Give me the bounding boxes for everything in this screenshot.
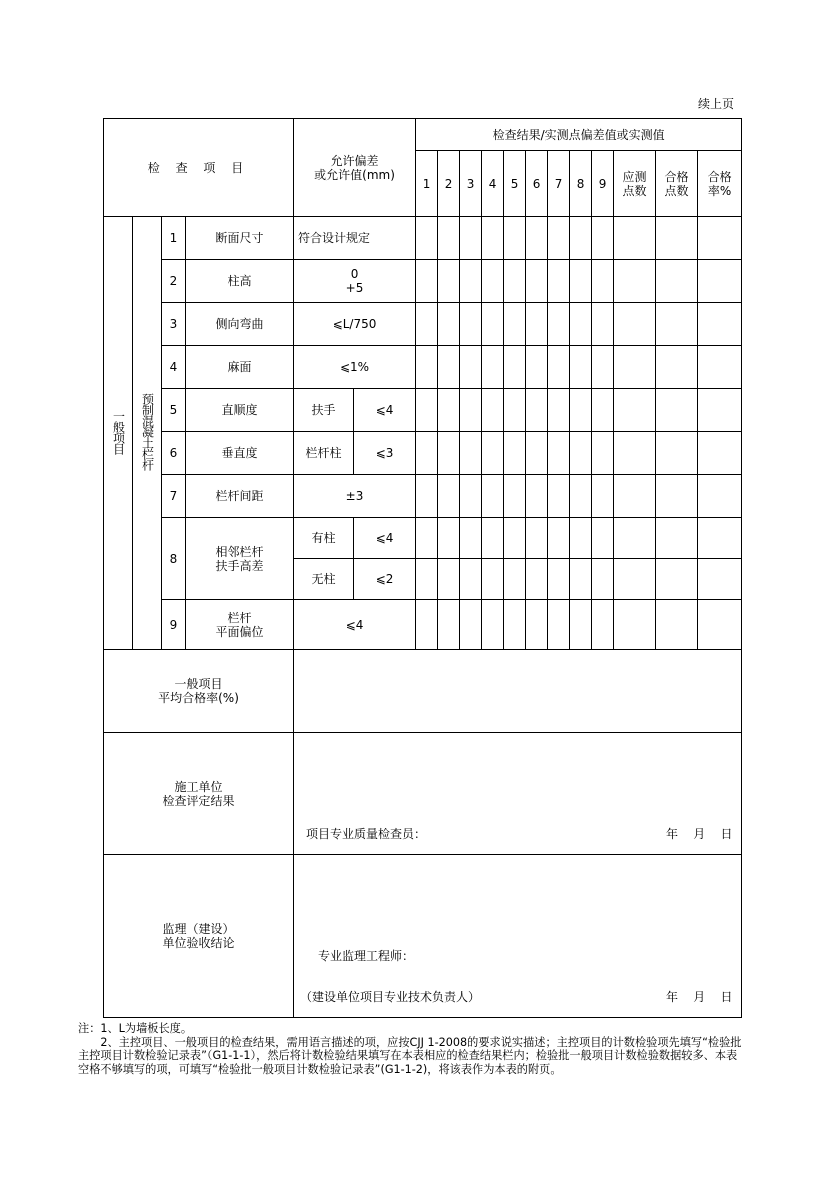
- rate-cell[interactable]: [698, 600, 742, 650]
- result-cell[interactable]: [548, 217, 570, 260]
- should-cell[interactable]: [614, 217, 656, 260]
- item-tolerance: ⩽4: [294, 600, 416, 650]
- pass-cell[interactable]: [656, 432, 698, 475]
- pass-cell[interactable]: [656, 260, 698, 303]
- result-cell[interactable]: [460, 217, 482, 260]
- result-cell[interactable]: [548, 475, 570, 518]
- result-cell[interactable]: [592, 346, 614, 389]
- result-cell[interactable]: [416, 260, 438, 303]
- result-cell[interactable]: [438, 600, 460, 650]
- pass-points-header: 合格 点数: [656, 151, 698, 217]
- rate-cell[interactable]: [698, 475, 742, 518]
- result-cell[interactable]: [438, 303, 460, 346]
- note-1: 注：1、L为墙板长度。: [78, 1022, 193, 1035]
- item-tolerance: ⩽4: [354, 518, 416, 559]
- result-cell[interactable]: [592, 432, 614, 475]
- result-cell[interactable]: [548, 518, 570, 559]
- result-cell[interactable]: [570, 432, 592, 475]
- item-no: 9: [162, 600, 186, 650]
- result-cell[interactable]: [526, 346, 548, 389]
- point-header: 4: [482, 151, 504, 217]
- item-name: 断面尺寸: [186, 217, 294, 260]
- result-cell[interactable]: [416, 559, 438, 600]
- item-tolerance: 0 +5: [294, 260, 416, 303]
- construction-result[interactable]: [294, 733, 742, 855]
- should-cell[interactable]: [614, 346, 656, 389]
- item-no: 3: [162, 303, 186, 346]
- result-cell[interactable]: [526, 600, 548, 650]
- item-tolerance: ⩽4: [354, 389, 416, 432]
- pass-cell[interactable]: [656, 518, 698, 559]
- result-cell[interactable]: [438, 559, 460, 600]
- supervision-result[interactable]: [294, 855, 742, 1018]
- supervision-label: 监理（建设） 单位验收结论: [104, 855, 294, 1018]
- subgroup-label: 预制混凝土栏杆: [140, 393, 155, 470]
- supervision-date: 年 月 日: [666, 990, 733, 1004]
- item-tolerance: ⩽L/750: [294, 303, 416, 346]
- item-tolerance: ⩽1%: [294, 346, 416, 389]
- result-cell[interactable]: [504, 475, 526, 518]
- result-cell[interactable]: [526, 389, 548, 432]
- item-sub: 扶手: [294, 389, 354, 432]
- rate-cell[interactable]: [698, 217, 742, 260]
- result-cell[interactable]: [460, 303, 482, 346]
- rate-cell[interactable]: [698, 260, 742, 303]
- result-cell[interactable]: [460, 260, 482, 303]
- item-no: 2: [162, 260, 186, 303]
- item-name: 栏杆间距: [186, 475, 294, 518]
- result-cell[interactable]: [504, 389, 526, 432]
- should-cell[interactable]: [614, 559, 656, 600]
- inspector-label: 项目专业质量检查员：: [306, 827, 427, 841]
- item-no: 1: [162, 217, 186, 260]
- result-cell[interactable]: [570, 303, 592, 346]
- subgroup-cell: [133, 217, 162, 650]
- result-cell[interactable]: [460, 432, 482, 475]
- results-header: 检查结果/实测点偏差值或实测值: [416, 119, 742, 151]
- result-cell[interactable]: [548, 600, 570, 650]
- result-cell[interactable]: [482, 475, 504, 518]
- should-cell[interactable]: [614, 518, 656, 559]
- rate-cell[interactable]: [698, 389, 742, 432]
- result-cell[interactable]: [482, 217, 504, 260]
- result-cell[interactable]: [482, 559, 504, 600]
- result-cell[interactable]: [548, 303, 570, 346]
- result-cell[interactable]: [416, 432, 438, 475]
- item-no: 4: [162, 346, 186, 389]
- inspection-table: [103, 118, 742, 1018]
- point-header: 8: [570, 151, 592, 217]
- item-name: 柱高: [186, 260, 294, 303]
- rate-cell[interactable]: [698, 518, 742, 559]
- result-cell[interactable]: [592, 260, 614, 303]
- result-cell[interactable]: [570, 518, 592, 559]
- rate-header: 合格 率%: [698, 151, 742, 217]
- result-cell[interactable]: [416, 303, 438, 346]
- pass-cell[interactable]: [656, 475, 698, 518]
- result-cell[interactable]: [460, 559, 482, 600]
- result-cell[interactable]: [526, 260, 548, 303]
- note-2: 2、主控项目、一般项目的检查结果，需用语言描述的项，应按CJJ 1-2008的要求说实描述；主控项目的计数检验项先填写“检验批主控项目计数检验记录表”（G1-1-1），然后将计数检验结果填写在本表相应的检查结果栏内；检验批一般项目计数检验数据较多、本表空格不够填写的项，可填写“检验批一般项目计数检验记录表”(G1-1-2)，将该表作为本表的附页。: [78, 1035, 742, 1076]
- result-cell[interactable]: [416, 346, 438, 389]
- item-sub: 无柱: [294, 559, 354, 600]
- point-header: 6: [526, 151, 548, 217]
- result-cell[interactable]: [482, 600, 504, 650]
- result-cell[interactable]: [482, 518, 504, 559]
- pass-cell[interactable]: [656, 346, 698, 389]
- should-cell[interactable]: [614, 475, 656, 518]
- result-cell[interactable]: [592, 389, 614, 432]
- result-cell[interactable]: [570, 559, 592, 600]
- result-cell[interactable]: [548, 432, 570, 475]
- should-cell[interactable]: [614, 389, 656, 432]
- should-header: 应测 点数: [614, 151, 656, 217]
- result-cell[interactable]: [592, 303, 614, 346]
- result-cell[interactable]: [504, 518, 526, 559]
- construction-label: 施工单位 检查评定结果: [104, 733, 294, 855]
- item-name: 相邻栏杆 扶手高差: [186, 518, 294, 600]
- item-no: 8: [162, 518, 186, 600]
- result-cell[interactable]: [526, 475, 548, 518]
- point-header: 2: [438, 151, 460, 217]
- result-cell[interactable]: [570, 260, 592, 303]
- result-cell[interactable]: [548, 389, 570, 432]
- owner-label: （建设单位项目专业技术负责人）: [300, 990, 481, 1004]
- item-tolerance: 符合设计规定: [294, 217, 416, 260]
- result-cell[interactable]: [438, 346, 460, 389]
- result-cell[interactable]: [460, 600, 482, 650]
- item-header: 检 查 项 目: [104, 119, 294, 217]
- item-no: 7: [162, 475, 186, 518]
- result-cell[interactable]: [504, 432, 526, 475]
- result-cell[interactable]: [438, 217, 460, 260]
- result-cell[interactable]: [526, 559, 548, 600]
- result-cell[interactable]: [526, 518, 548, 559]
- point-header: 9: [592, 151, 614, 217]
- construction-date: 年 月 日: [666, 827, 733, 841]
- pass-cell[interactable]: [656, 600, 698, 650]
- result-cell[interactable]: [482, 346, 504, 389]
- result-cell[interactable]: [592, 518, 614, 559]
- result-cell[interactable]: [482, 303, 504, 346]
- result-cell[interactable]: [438, 389, 460, 432]
- tolerance-header: 允许偏差 或允许值(mm): [294, 119, 416, 217]
- engineer-label: 专业监理工程师：: [318, 949, 415, 963]
- result-cell[interactable]: [416, 217, 438, 260]
- result-cell[interactable]: [504, 600, 526, 650]
- result-cell[interactable]: [504, 217, 526, 260]
- item-name: 直顺度: [186, 389, 294, 432]
- result-cell[interactable]: [526, 432, 548, 475]
- result-cell[interactable]: [482, 432, 504, 475]
- item-no: 6: [162, 432, 186, 475]
- item-name: 垂直度: [186, 432, 294, 475]
- item-tolerance: ⩽3: [354, 432, 416, 475]
- result-cell[interactable]: [548, 260, 570, 303]
- pass-cell[interactable]: [656, 389, 698, 432]
- avg-rate-value[interactable]: [294, 650, 742, 733]
- result-cell[interactable]: [548, 559, 570, 600]
- avg-rate-label: 一般项目 平均合格率(%): [104, 650, 294, 733]
- item-sub: 栏杆柱: [294, 432, 354, 475]
- result-cell[interactable]: [570, 475, 592, 518]
- result-cell[interactable]: [504, 303, 526, 346]
- should-cell[interactable]: [614, 600, 656, 650]
- pass-cell[interactable]: [656, 303, 698, 346]
- item-name: 侧向弯曲: [186, 303, 294, 346]
- item-tolerance: ±3: [294, 475, 416, 518]
- item-tolerance: ⩽2: [354, 559, 416, 600]
- result-cell[interactable]: [570, 346, 592, 389]
- point-header: 1: [416, 151, 438, 217]
- result-cell[interactable]: [460, 475, 482, 518]
- item-name: 麻面: [186, 346, 294, 389]
- notes: [78, 1022, 744, 1076]
- result-cell[interactable]: [570, 389, 592, 432]
- result-cell[interactable]: [592, 600, 614, 650]
- item-name: 栏杆 平面偏位: [186, 600, 294, 650]
- result-cell[interactable]: [570, 217, 592, 260]
- result-cell[interactable]: [438, 260, 460, 303]
- result-cell[interactable]: [416, 389, 438, 432]
- rate-cell[interactable]: [698, 346, 742, 389]
- should-cell[interactable]: [614, 432, 656, 475]
- continued-label: 续上页: [698, 97, 735, 111]
- result-cell[interactable]: [504, 346, 526, 389]
- point-header: 3: [460, 151, 482, 217]
- result-cell[interactable]: [438, 432, 460, 475]
- result-cell[interactable]: [482, 260, 504, 303]
- result-cell[interactable]: [504, 260, 526, 303]
- result-cell[interactable]: [416, 518, 438, 559]
- result-cell[interactable]: [438, 518, 460, 559]
- should-cell[interactable]: [614, 303, 656, 346]
- result-cell[interactable]: [482, 389, 504, 432]
- result-cell[interactable]: [416, 475, 438, 518]
- result-cell[interactable]: [526, 217, 548, 260]
- result-cell[interactable]: [504, 559, 526, 600]
- result-cell[interactable]: [592, 559, 614, 600]
- pass-cell[interactable]: [656, 217, 698, 260]
- group-cell: [104, 217, 133, 650]
- result-cell[interactable]: [570, 600, 592, 650]
- result-cell[interactable]: [526, 303, 548, 346]
- result-cell[interactable]: [438, 475, 460, 518]
- rate-cell[interactable]: [698, 432, 742, 475]
- result-cell[interactable]: [592, 475, 614, 518]
- result-cell[interactable]: [460, 389, 482, 432]
- result-cell[interactable]: [592, 217, 614, 260]
- point-header: 7: [548, 151, 570, 217]
- result-cell[interactable]: [460, 518, 482, 559]
- should-cell[interactable]: [614, 260, 656, 303]
- item-sub: 有柱: [294, 518, 354, 559]
- result-cell[interactable]: [460, 346, 482, 389]
- pass-cell[interactable]: [656, 559, 698, 600]
- rate-cell[interactable]: [698, 559, 742, 600]
- point-header: 5: [504, 151, 526, 217]
- group-label: 一般项目: [111, 409, 126, 454]
- item-no: 5: [162, 389, 186, 432]
- result-cell[interactable]: [416, 600, 438, 650]
- result-cell[interactable]: [548, 346, 570, 389]
- rate-cell[interactable]: [698, 303, 742, 346]
